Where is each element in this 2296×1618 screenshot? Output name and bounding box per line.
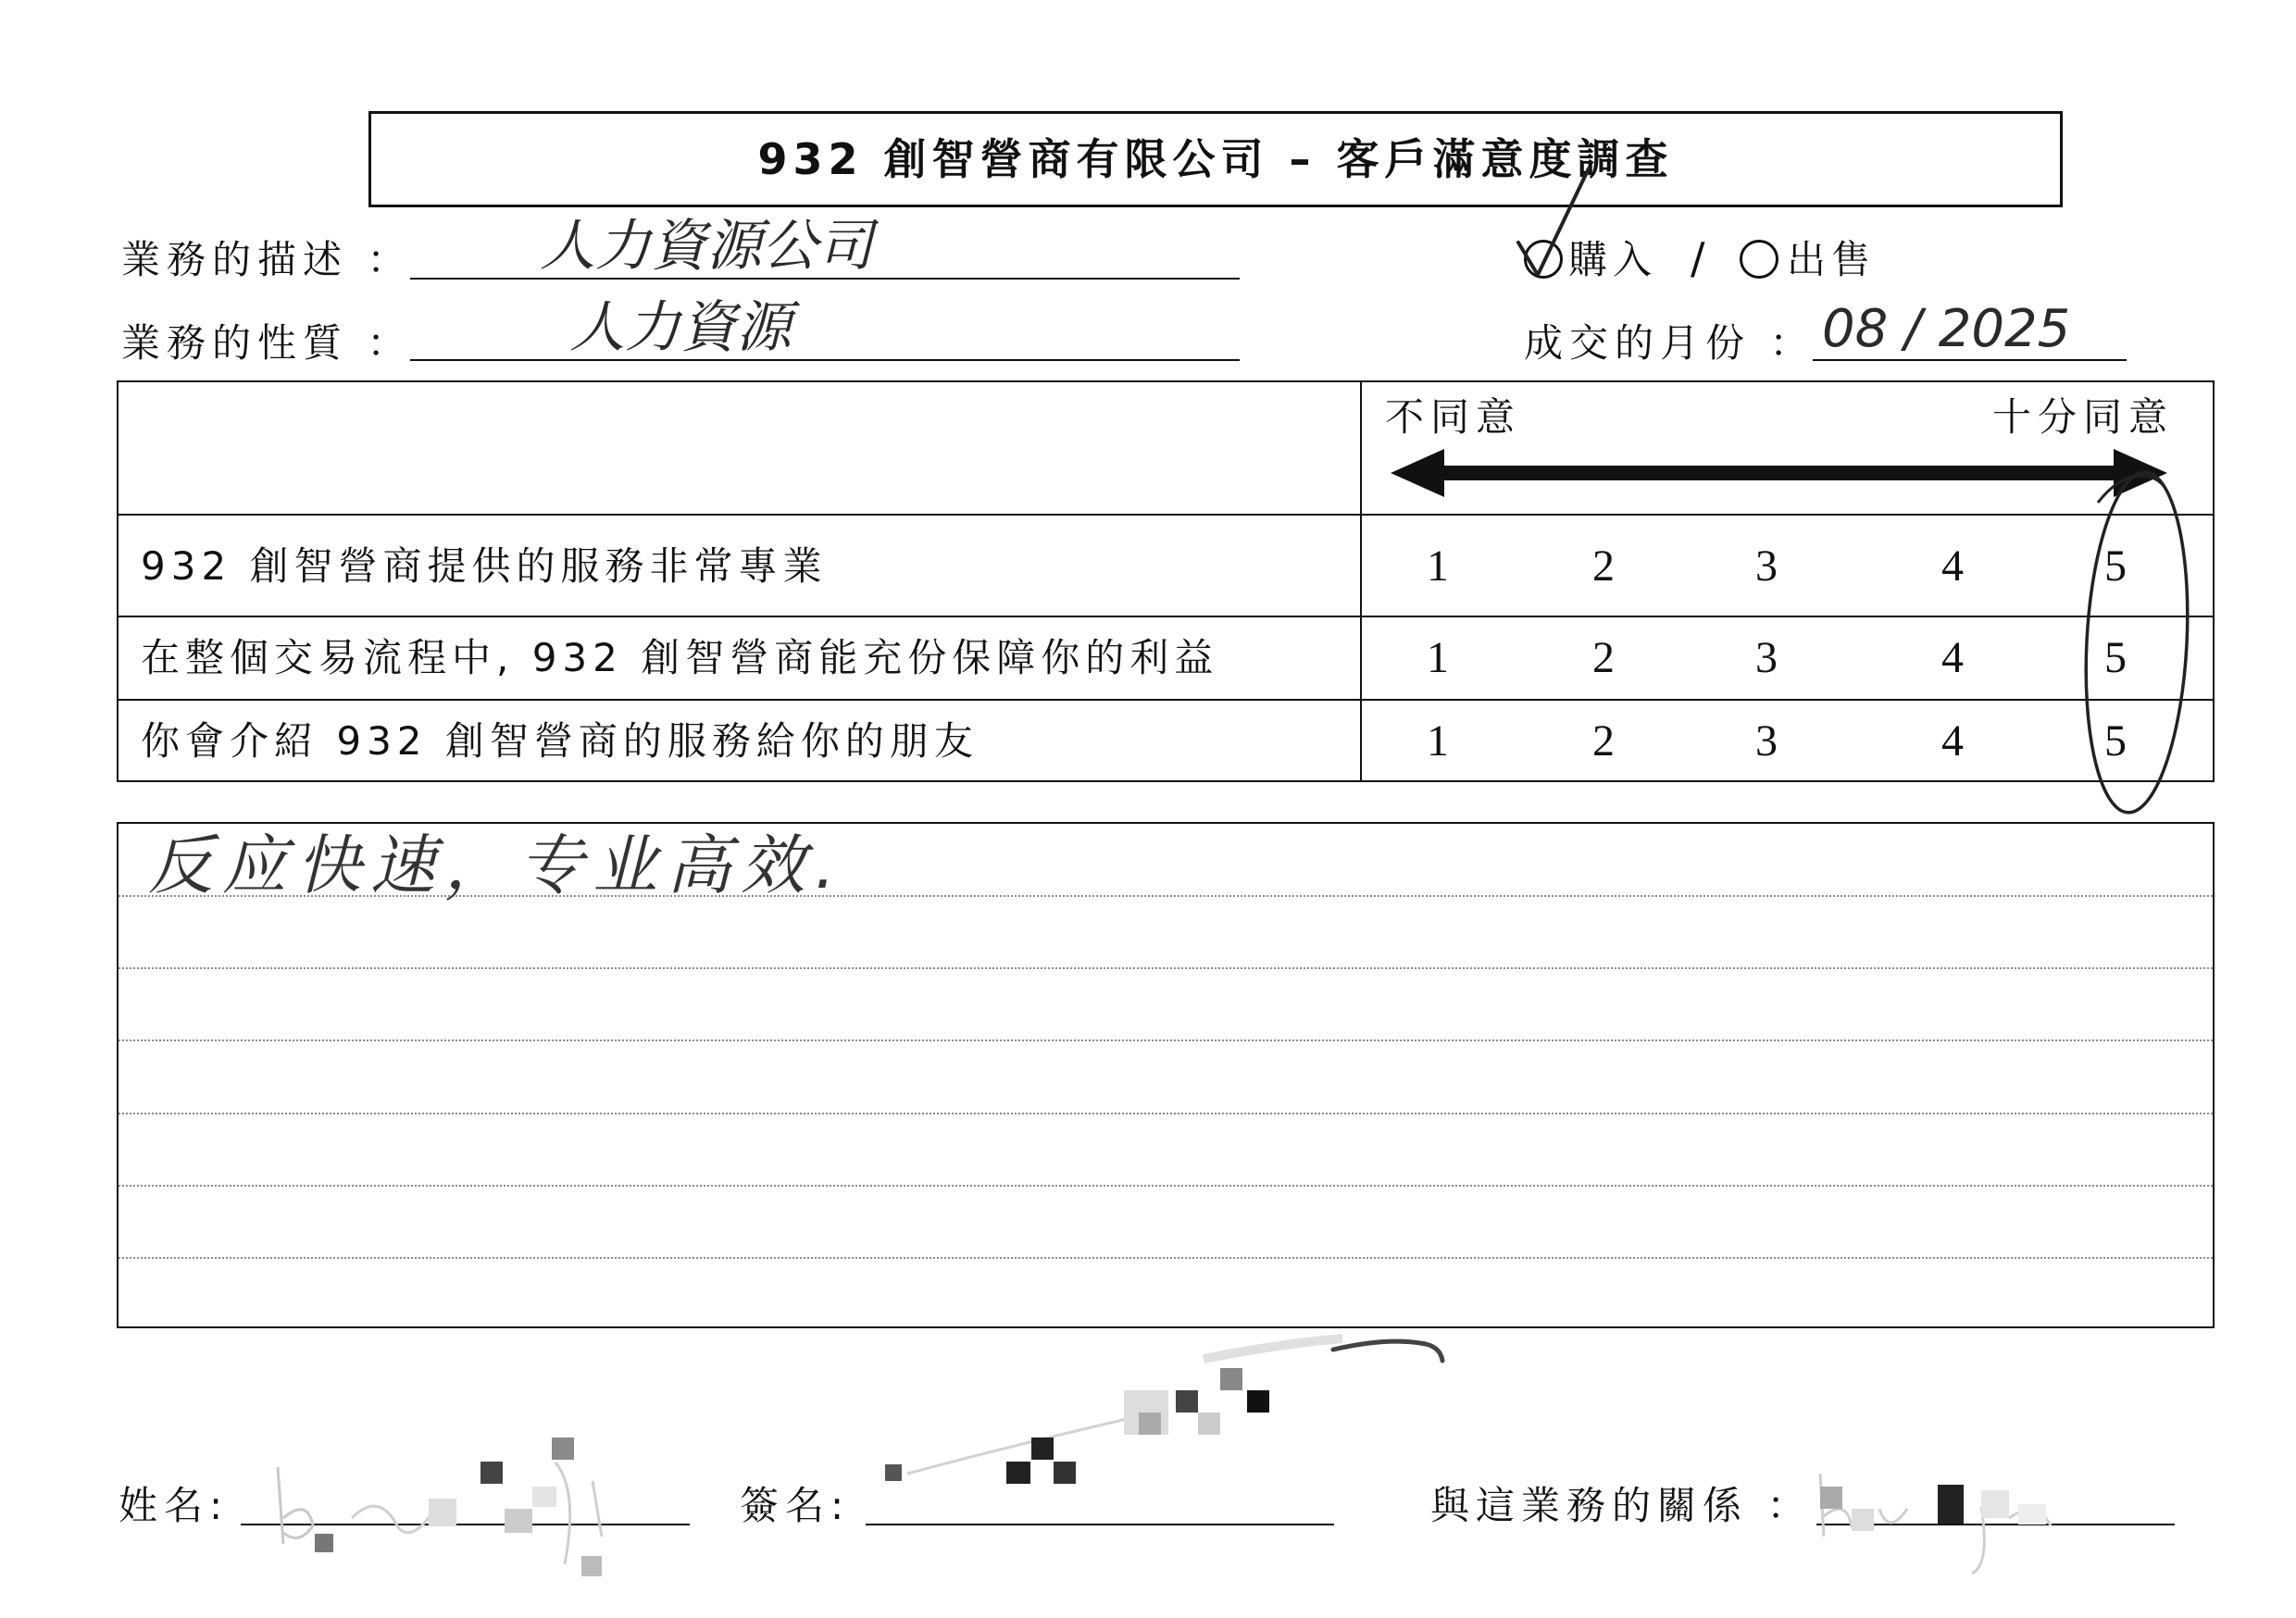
- scale-high-label: 十分同意: [1992, 394, 2175, 440]
- rating-option-4: 4: [1941, 633, 1964, 682]
- rating-option-5: 5: [2104, 541, 2127, 591]
- rating-option-2: 2: [1592, 541, 1615, 591]
- rating-option-5: 5: [2104, 716, 2127, 765]
- comment-text: 反应快速，专业高效.: [148, 828, 845, 903]
- sale-radio: [1740, 240, 1778, 279]
- rating-option-1: 1: [1427, 633, 1449, 682]
- rating-option-5: 5: [2104, 633, 2127, 682]
- signature-underline: [866, 1524, 1334, 1525]
- rating-option-1: 1: [1427, 716, 1449, 765]
- signature-label: 簽名:: [740, 1483, 851, 1528]
- business-nature-underline: [410, 359, 1240, 361]
- relationship-label: 與這業務的關係 ：: [1430, 1483, 1813, 1528]
- relationship-underline: [1816, 1524, 2175, 1525]
- redacted-name: [278, 1438, 602, 1576]
- rating-option-3: 3: [1755, 541, 1778, 591]
- question-text: 在整個交易流程中, 932 創智營商能充份保障你的利益: [141, 635, 1219, 680]
- business-description-label: 業務的描述 ：: [121, 237, 413, 282]
- business-description-value: 人力資源公司: [540, 214, 873, 279]
- rating-option-4: 4: [1941, 541, 1964, 591]
- table-column-divider: [1360, 380, 1362, 782]
- comment-rule-line: [119, 1257, 2213, 1259]
- rating-option-1: 1: [1427, 541, 1449, 591]
- redacted-signature: [885, 1338, 1442, 1484]
- comment-rule-line: [119, 967, 2213, 969]
- name-label: 姓名:: [119, 1483, 230, 1528]
- rating-option-2: 2: [1592, 716, 1615, 765]
- question-text: 你會介紹 932 創智營商的服務給你的朋友: [141, 718, 979, 764]
- comment-rule-line: [119, 1039, 2213, 1041]
- purchase-option-label: 購入: [1568, 237, 1658, 282]
- business-nature-value: 人力資源: [569, 295, 792, 360]
- name-underline: [241, 1524, 690, 1525]
- title-box: [368, 111, 2063, 207]
- deal-month-underline: [1813, 359, 2127, 361]
- comment-rule-line: [119, 1185, 2213, 1187]
- option-separator: /: [1691, 233, 1712, 283]
- table-row-divider: [117, 616, 2215, 617]
- sale-option-label: 出售: [1787, 237, 1877, 282]
- rating-option-3: 3: [1755, 633, 1778, 682]
- business-nature-label: 業務的性質 ：: [121, 320, 413, 366]
- form-title: 932 創智營商有限公司 – 客戶滿意度調查: [757, 134, 1674, 184]
- rating-option-2: 2: [1592, 633, 1615, 682]
- rating-option-3: 3: [1755, 716, 1778, 765]
- question-text: 932 創智營商提供的服務非常專業: [141, 543, 828, 589]
- comment-rule-line: [119, 1113, 2213, 1114]
- table-row-divider: [117, 699, 2215, 701]
- scale-low-label: 不同意: [1385, 394, 1522, 440]
- deal-month-label: 成交的月份 ：: [1524, 320, 1816, 366]
- deal-month-value: 08 / 2025: [1822, 299, 2071, 359]
- purchase-radio: [1524, 240, 1563, 279]
- rating-option-4: 4: [1941, 716, 1964, 765]
- table-row-divider: [117, 514, 2215, 516]
